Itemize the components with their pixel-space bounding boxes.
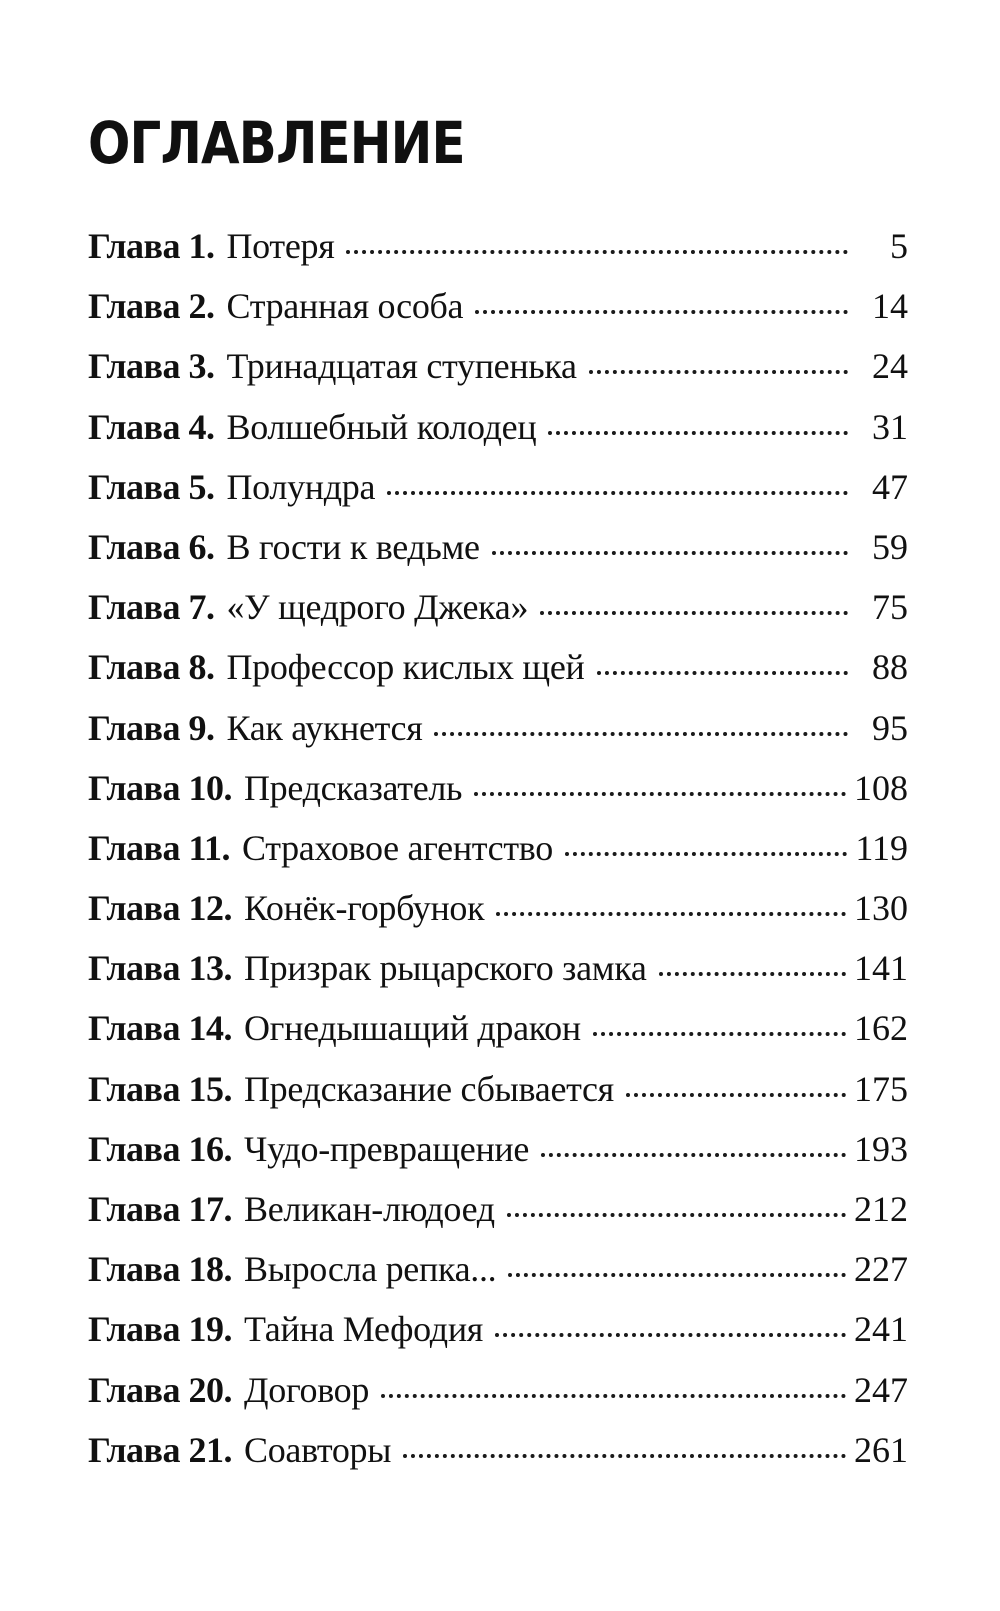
toc-page-number: 47 [872, 466, 908, 507]
toc-chapter-title: Конёк-горбунок [243, 888, 485, 929]
toc-chapter-title: Чудо-превращение [243, 1128, 530, 1169]
toc-chapter-number: Глава 8. [88, 647, 215, 688]
toc-chapter-title: Страховое агентство [242, 827, 553, 868]
toc-dot-leader [659, 972, 846, 976]
toc-entry [88, 698, 908, 758]
toc-dot-leader [492, 551, 848, 555]
toc-chapter-number: Глава 15. [88, 1068, 232, 1109]
toc-entry [88, 938, 908, 998]
toc-page-number: 247 [854, 1369, 908, 1410]
toc-chapter-title: Волшебный колодец [226, 406, 537, 447]
toc-entry [88, 1239, 908, 1299]
toc-chapter-title: Призрак рыцарского замка [243, 948, 647, 989]
toc-dot-leader [508, 1273, 846, 1277]
toc-chapter-number: Глава 13. [88, 948, 232, 989]
toc-page-number: 24 [872, 346, 908, 387]
toc-dot-leader [381, 1394, 846, 1398]
toc-dot-leader [346, 250, 848, 254]
toc-chapter-title: Договор [243, 1369, 370, 1410]
toc-chapter-number: Глава 11. [88, 827, 230, 868]
toc-dot-leader [548, 431, 848, 435]
toc-chapter-title: Выросла репка... [243, 1249, 497, 1290]
toc-entry [88, 276, 908, 336]
toc-entry [88, 1179, 908, 1239]
toc-chapter-number: Глава 12. [88, 888, 232, 929]
toc-chapter-title: «У щедрого Джека» [226, 587, 529, 628]
toc-chapter-number: Глава 10. [88, 767, 232, 808]
toc-entry [88, 517, 908, 577]
toc-page-number: 59 [872, 526, 908, 567]
toc-entry [88, 1299, 908, 1359]
toc-dot-leader [474, 792, 846, 796]
toc-chapter-title: Великан-людоед [243, 1189, 495, 1229]
toc-dot-leader [495, 1333, 846, 1337]
toc-dot-leader [593, 1032, 846, 1036]
toc-page-number: 162 [854, 1008, 908, 1049]
toc-chapter-number: Глава 21. [88, 1429, 232, 1470]
toc-chapter-number: Глава 1. [88, 226, 215, 266]
toc-dot-leader [540, 611, 848, 615]
toc-entry [88, 397, 908, 457]
toc-chapter-title: Огнедышащий дракон [243, 1008, 581, 1049]
toc-chapter-number: Глава 2. [88, 286, 215, 327]
toc-page-number: 95 [872, 707, 908, 748]
toc-dot-leader [626, 1093, 846, 1097]
toc-page-number: 108 [854, 767, 908, 808]
toc-entry [88, 216, 908, 276]
toc-chapter-title: Полундра [226, 466, 376, 507]
toc-entry [88, 457, 908, 517]
toc-entry [88, 577, 908, 637]
toc-page-number: 5 [890, 226, 908, 266]
toc-chapter-number: Глава 17. [88, 1189, 232, 1229]
toc-entry [88, 878, 908, 938]
toc-dot-leader [507, 1213, 846, 1217]
toc-entry [88, 818, 908, 878]
toc-page-number: 88 [872, 647, 908, 688]
toc-dot-leader [475, 310, 848, 314]
toc-dot-leader [597, 671, 849, 675]
toc-entry [88, 336, 908, 396]
toc-dot-leader [403, 1454, 846, 1458]
toc-entry [88, 1360, 908, 1420]
toc-dot-leader [541, 1153, 846, 1157]
toc-page-number: 14 [872, 286, 908, 327]
toc-chapter-title: Странная особа [226, 286, 464, 327]
toc-chapter-number: Глава 3. [88, 346, 215, 387]
toc-page-number: 141 [854, 948, 908, 989]
toc-page-number: 212 [854, 1189, 908, 1229]
toc-chapter-number: Глава 14. [88, 1008, 232, 1049]
toc-page-number: 75 [872, 587, 908, 628]
toc-page-number: 227 [854, 1249, 908, 1290]
toc-chapter-number: Глава 9. [88, 707, 215, 748]
toc-chapter-title: Тринадцатая ступенька [226, 346, 577, 387]
toc-chapter-title: Предсказание сбывается [243, 1068, 614, 1109]
page-title: ОГЛАВЛЕНИЕ [88, 109, 465, 177]
table-of-contents [88, 216, 908, 1480]
toc-page-number: 261 [854, 1429, 908, 1470]
toc-page-number: 193 [854, 1128, 908, 1169]
toc-dot-leader [589, 370, 848, 374]
toc-chapter-number: Глава 20. [88, 1369, 232, 1410]
toc-page-number: 31 [872, 406, 908, 447]
toc-dot-leader [387, 491, 848, 495]
toc-chapter-title: Соавторы [243, 1429, 392, 1470]
toc-chapter-title: В гости к ведьме [226, 526, 480, 567]
toc-chapter-title: Тайна Мефодия [243, 1309, 484, 1350]
toc-entry [88, 1119, 908, 1179]
toc-chapter-number: Глава 19. [88, 1309, 232, 1350]
toc-chapter-number: Глава 16. [88, 1128, 232, 1169]
toc-page-number: 119 [855, 827, 908, 868]
toc-entry [88, 1059, 908, 1119]
toc-entry [88, 637, 908, 697]
toc-page-number: 175 [854, 1068, 908, 1109]
toc-chapter-number: Глава 5. [88, 466, 215, 507]
toc-chapter-number: Глава 4. [88, 406, 215, 447]
toc-dot-leader [496, 912, 846, 916]
toc-entry [88, 1420, 908, 1480]
toc-chapter-title: Потеря [226, 226, 335, 266]
toc-page-number: 241 [854, 1309, 908, 1350]
toc-chapter-number: Глава 6. [88, 526, 215, 567]
toc-chapter-title: Предсказатель [243, 767, 463, 808]
toc-entry [88, 758, 908, 818]
toc-chapter-number: Глава 7. [88, 587, 215, 628]
toc-chapter-title: Как аукнется [226, 707, 423, 748]
toc-chapter-number: Глава 18. [88, 1249, 232, 1290]
toc-dot-leader [565, 852, 847, 856]
toc-dot-leader [434, 732, 848, 736]
toc-entry [88, 998, 908, 1058]
toc-chapter-title: Профессор кислых щей [226, 647, 585, 688]
toc-page-number: 130 [854, 888, 908, 929]
